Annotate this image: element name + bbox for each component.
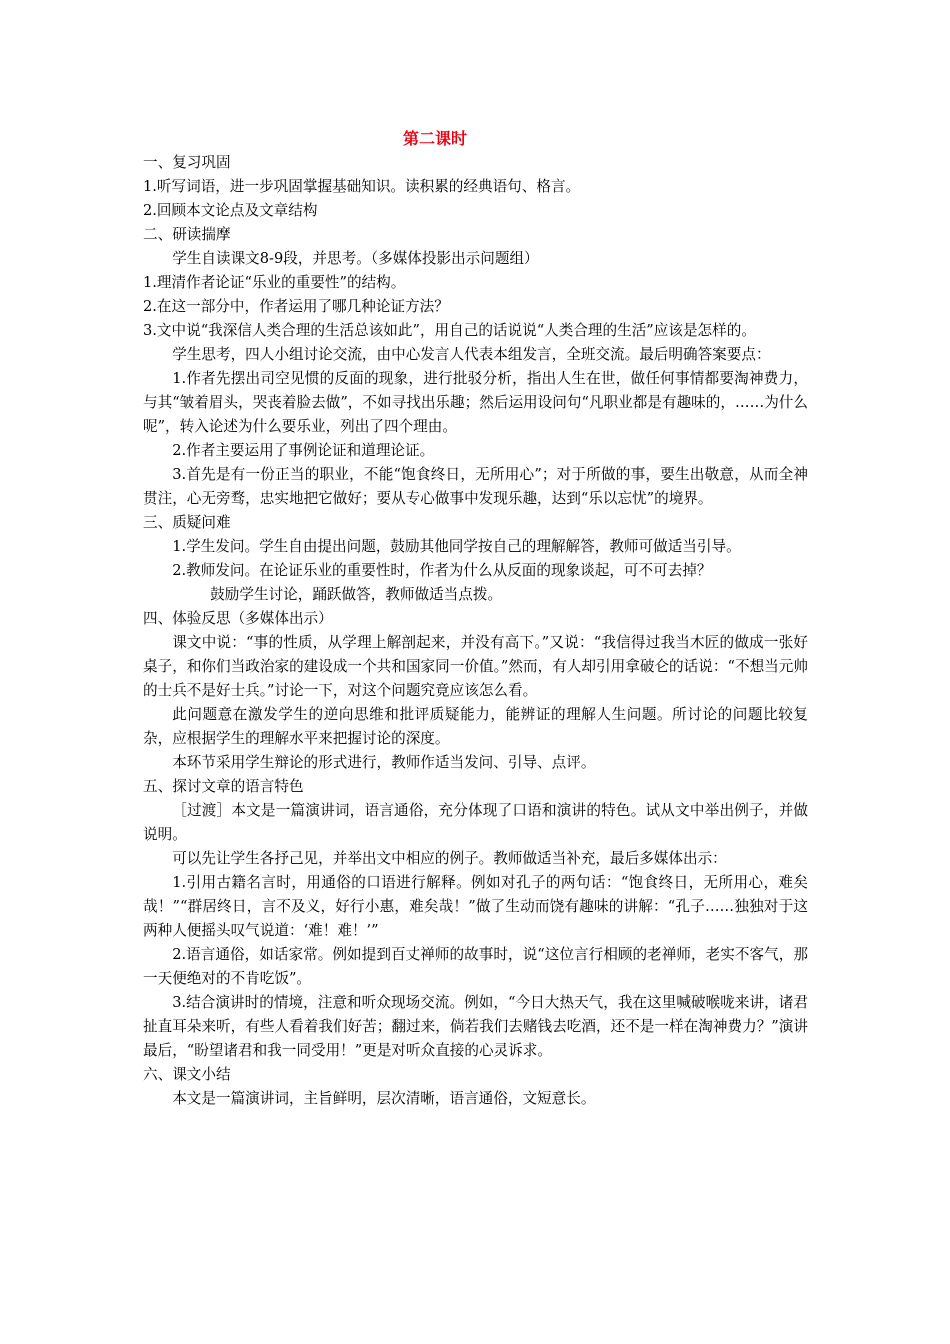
answer-item: 2.作者主要运用了事例论证和道理论证。: [172, 442, 435, 459]
list-item: 2.回顾本文论点及文章结构: [143, 202, 318, 219]
answer-item: 1.作者先摆出司空见惯的反面的现象，进行批驳分析，指出人生在世，做任何事情都要淘神费力，与其“皱着眉头，哭丧着脸去做”，不如寻找出乐趣；然后运用设问句“凡职业都是有趣味的，……为什么呢”，转入论述为什么要乐业，列出了四个理由。: [143, 370, 808, 435]
paragraph: 可以先让学生各抒己见，并举出文中相应的例子。教师做适当补充，最后多媒体出示：: [172, 850, 727, 867]
list-item: 1.理清作者论证“乐业的重要性”的结构。: [143, 274, 406, 291]
paragraph: 本文是一篇演讲词，主旨鲜明，层次清晰，语言通俗，文短意长。: [172, 1090, 596, 1107]
list-item: 1.学生发问。学生自由提出问题，鼓励其他同学按自己的理解解答，教师可做适当引导。: [172, 538, 741, 555]
section-heading-reflection: 四、体验反思（多媒体出示）: [143, 610, 333, 627]
answer-item: 2.语言通俗，如话家常。例如提到百丈禅师的故事时，说“这位言行相顾的老禅师，老实不客气，那一天便绝对的不肯吃饭”。: [143, 946, 808, 987]
section-heading-summary: 六、课文小结: [143, 1066, 231, 1083]
list-item: 2.在这一部分中，作者运用了哪几种论证方法？: [143, 298, 449, 315]
answer-item: 3.结合演讲时的情境，注意和听众现场交流。例如，“今日大热天气，我在这里喊破喉咙来讲，诸君扯直耳朵来听，有些人看着我们好苦；翻过来，倘若我们去赌钱去吃酒，还不是一样在淘神费力？”演讲最后，“盼望诸君和我一同受用！”更是对听众直接的心灵诉求。: [143, 994, 808, 1059]
section-heading-questions: 三、质疑问难: [143, 514, 231, 531]
paragraph: 此问题意在激发学生的逆向思维和批评质疑能力，能辨证的理解人生问题。所讨论的问题比较复杂，应根据学生的理解水平来把握讨论的深度。: [143, 706, 808, 747]
answer-item: 1.引用古籍名言时，用通俗的口语进行解释。例如对孔子的两句话：“饱食终日，无所用心，难矣哉！”“群居终日，言不及义，好行小惠，难矣哉！”做了生动而饶有趣味的讲解：“孔子……独独对于这两种人便摇头叹气说道：‘难！难！’”: [143, 874, 808, 939]
section-heading-study: 二、研读揣摩: [143, 226, 231, 243]
list-item: 3.文中说“我深信人类合理的生活总该如此”，用自己的话说说“人类合理的生活”应该是怎样的。: [143, 322, 756, 339]
document-body: [143, 151, 808, 1111]
list-item: 2.教师发问。在论证乐业的重要性时，作者为什么从反面的现象谈起，可不可去掉？: [172, 562, 712, 579]
paragraph: ［过渡］本文是一篇演讲词，语言通俗，充分体现了口语和演讲的特色。试从文中举出例子，并做说明。: [143, 802, 808, 843]
list-item: 1.听写词语，进一步巩固掌握基础知识。读积累的经典语句、格言。: [143, 178, 581, 195]
answer-item: 3.首先是有一份正当的职业，不能“饱食终日，无所用心”；对于所做的事，要生出敬意，从而全神贯注，心无旁骛，忠实地把它做好；要从专心做事中发现乐趣，达到“乐以忘忧”的境界。: [143, 466, 808, 507]
page-title: 第二课时: [402, 129, 467, 148]
section-heading-review: 一、复习巩固: [143, 154, 231, 171]
paragraph: 课文中说：“事的性质，从学理上解剖起来，并没有高下。”又说：“我信得过我当木匠的做成一张好桌子，和你们当政治家的建设成一个共和国家同一价值。”然而，有人却引用拿破仑的话说：“不想当元帅的士兵不是好士兵。”讨论一下，对这个问题究竟应该怎么看。: [143, 634, 808, 699]
paragraph: 学生自读课文8-9段，并思考。（多媒体投影出示问题组）: [172, 250, 539, 267]
paragraph: 鼓励学生讨论，踊跃做答，教师做适当点拨。: [210, 586, 503, 603]
paragraph: 本环节采用学生辩论的形式进行，教师作适当发问、引导、点评。: [172, 754, 596, 771]
section-heading-language: 五、探讨文章的语言特色: [143, 778, 304, 795]
paragraph: 学生思考，四人小组讨论交流，由中心发言人代表本组发言，全班交流。最后明确答案要点：: [172, 346, 771, 363]
